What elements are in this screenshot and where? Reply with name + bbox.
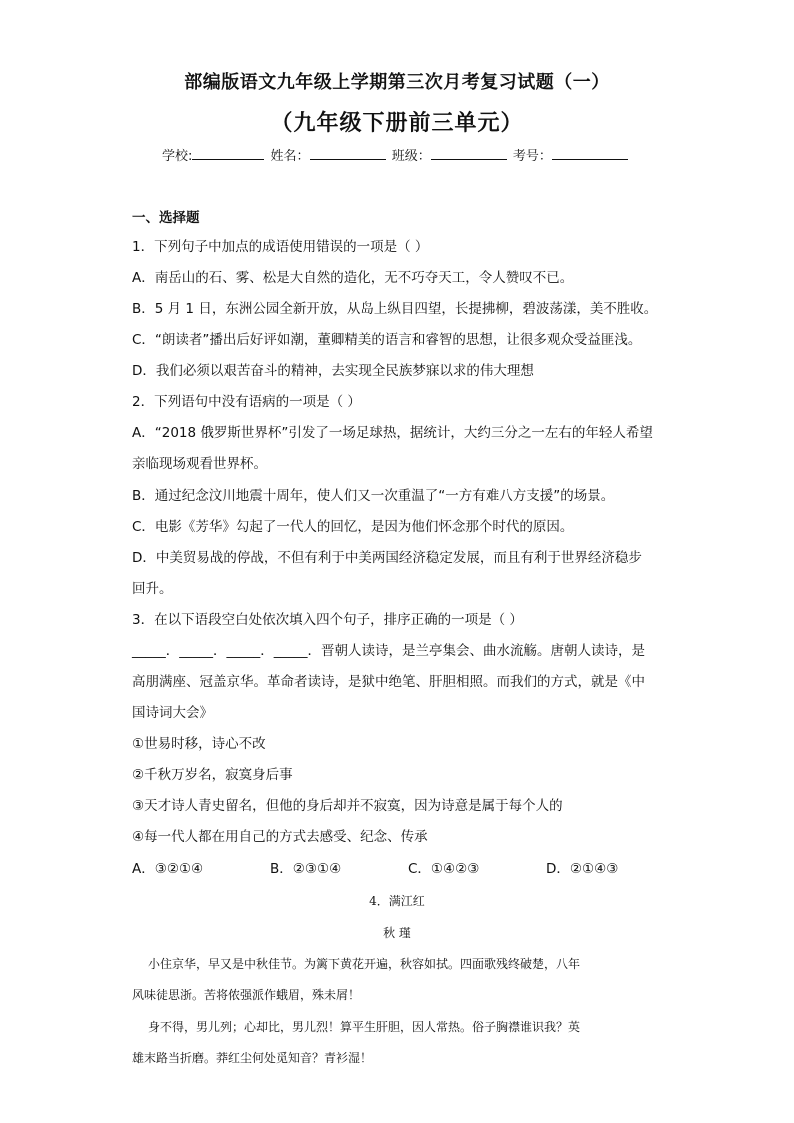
student-info-line: [162, 145, 630, 164]
page-subtitle: （九年级下册前三单元）: [270, 111, 524, 136]
q2-option-b: B．通过纪念汶川地震十周年，使人们又一次重温了“一方有难八方支援”的场景。: [132, 488, 615, 504]
exam-no-field[interactable]: [552, 147, 628, 160]
q2-option-d: D．中美贸易战的停战，不但有利于中美两国经济稳定发展，而且有利于世界经济稳步: [132, 550, 642, 566]
q1-option-b: B．5 月 1 日，东洲公园全新开放，从岛上纵目四望，长提拂柳，碧波荡漾，美不胜收。: [132, 301, 658, 317]
q3-option-a: A．③②①④: [132, 861, 204, 877]
q3-option-d: D．②①④③: [546, 861, 619, 877]
q3-stem: 3．在以下语段空白处依次填入四个句子，排序正确的一项是（ ）: [132, 612, 523, 628]
q2-option-d-cont: 回升。: [132, 581, 173, 597]
q3-passage-line: _____．_____．_____．_____．晋朝人读诗，是兰亭集会、曲水流觞。唐朝人读诗，是: [132, 643, 645, 659]
q1-option-d: D．我们必须以艰苦奋斗的精神，去实现全民族梦寐以求的伟大理想: [132, 363, 534, 379]
q3-sentence-2: ②千秋万岁名，寂寞身后事: [132, 767, 293, 783]
name-field[interactable]: [310, 147, 386, 160]
q3-passage-line: 高朋满座、冠盖京华。革命者读诗，是狱中绝笔、肝胆相照。而我们的方式，就是《中: [132, 674, 645, 690]
q1-option-a: A．南岳山的石、雾、松是大自然的造化，无不巧夺天工，令人赞叹不已。: [132, 270, 574, 286]
q1-option-c: C．“朗读者”播出后好评如潮，董卿精美的语言和睿智的思想，让很多观众受益匪浅。: [132, 332, 642, 348]
page-title: 部编版语文九年级上学期第三次月考复习试题（一）: [184, 72, 610, 93]
q4-poem-line: 小住京华，早又是中秋佳节。为篱下黄花开遍，秋容如拭。四面歌残终破楚，八年: [148, 957, 581, 971]
q2-option-c: C．电影《芳华》勾起了一代人的回忆，是因为他们怀念那个时代的原因。: [132, 519, 574, 535]
school-field[interactable]: [192, 147, 264, 160]
q3-sentence-3: ③天才诗人青史留名，但他的身后却并不寂寞，因为诗意是属于每个人的: [132, 798, 563, 814]
exam-no-label: 考号：: [512, 149, 552, 164]
q4-poem-line: 风味徒思浙。苦将侬强派作蛾眉，殊未屑！: [132, 988, 361, 1002]
q3-sentence-4: ④每一代人都在用自己的方式去感受、纪念、传承: [132, 829, 428, 845]
q2-stem: 2．下列语句中没有语病的一项是（ ）: [132, 394, 361, 410]
q2-option-a-cont: 亲临现场观看世界杯。: [132, 456, 267, 472]
class-field[interactable]: [431, 147, 507, 160]
q4-poem-line: 身不得，男儿列；心却比，男儿烈！算平生肝胆，因人常热。俗子胸襟谁识我？英: [148, 1020, 581, 1034]
q3-option-b: B．②③①④: [270, 861, 342, 877]
q4-poem-title: 4．满江红: [369, 894, 425, 908]
q4-poem-line: 雄末路当折磨。莽红尘何处觅知音？青衫湿！: [132, 1051, 373, 1065]
name-label: 姓名：: [270, 149, 310, 164]
class-label: 班级：: [391, 149, 431, 164]
school-label: 学校:: [162, 149, 193, 164]
q4-poem-author: 秋 瑾: [383, 926, 411, 940]
q3-options: [132, 857, 662, 877]
section-heading: 一、选择题: [132, 210, 200, 226]
q2-option-a: A．“2018 俄罗斯世界杯”引发了一场足球热，据统计，大约三分之一左右的年轻人希望: [132, 425, 653, 441]
q3-passage-line: 国诗词大会》: [132, 705, 213, 721]
q3-sentence-1: ①世易时移，诗心不改: [132, 736, 266, 752]
q3-option-c: C．①④②③: [408, 861, 480, 877]
q1-stem: 1．下列句子中加点的成语使用错误的一项是（ ）: [132, 239, 429, 255]
